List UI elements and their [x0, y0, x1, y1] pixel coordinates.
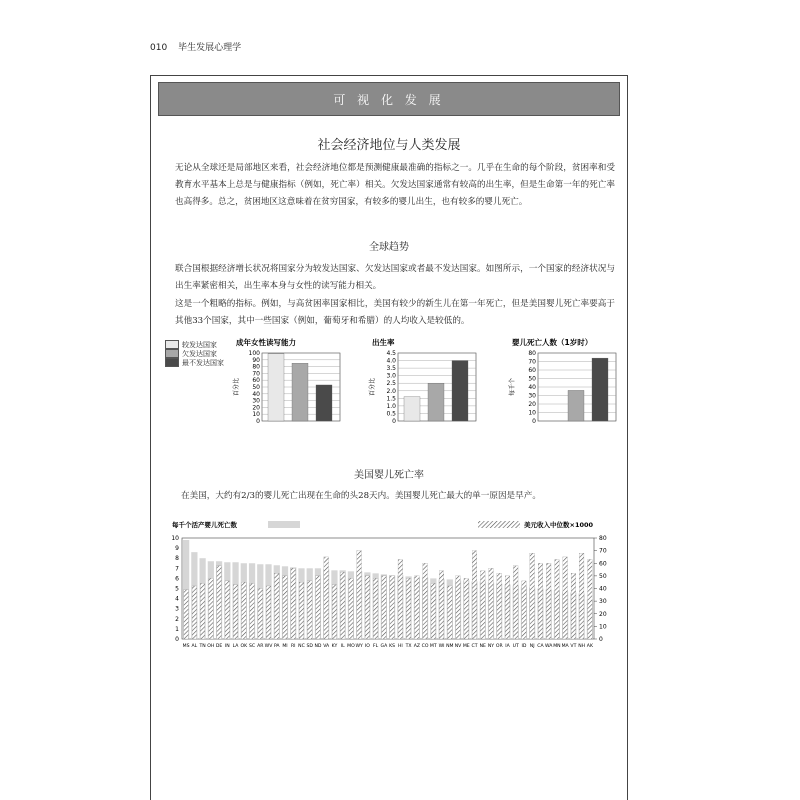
right-tick-label: 30	[599, 598, 607, 606]
state-label: VA	[323, 644, 330, 649]
bar	[592, 358, 608, 421]
y-tick-label: 40	[252, 390, 260, 398]
right-tick-label: 60	[599, 560, 607, 568]
income-bar	[357, 551, 362, 639]
left-tick-label: 1	[175, 625, 179, 633]
legend-item: 欠发达国家	[165, 349, 224, 358]
y-tick-label: 2.5	[386, 380, 396, 388]
right-tick-label: 10	[599, 623, 607, 631]
state-label: MN	[553, 644, 561, 649]
state-label: NM	[446, 644, 454, 649]
bar	[452, 361, 468, 421]
state-label: NC	[298, 644, 305, 649]
left-tick-label: 3	[175, 605, 179, 613]
us-heading: 美国婴儿死亡率	[354, 470, 424, 481]
state-label: IO	[364, 644, 370, 649]
state-label: AL	[191, 644, 198, 649]
right-tick-label: 20	[599, 610, 607, 618]
y-tick-label: 10	[528, 409, 536, 417]
birth-rate-chart	[368, 337, 478, 429]
state-label: WI	[438, 644, 445, 649]
state-label: TX	[405, 644, 412, 649]
legend-swatch-income	[478, 521, 520, 528]
global-paragraph-1: 联合国根据经济增长状况将国家分为较发达国家、欠发达国家或者最不发达国家。如图所示，一个国家的经济状况与出生率紧密相关，出生率本身与女性的读写能力相关。	[175, 264, 615, 292]
income-bar	[538, 563, 543, 639]
y-tick-label: 70	[252, 370, 260, 378]
state-label: TN	[199, 644, 206, 649]
chart-title: 出生率	[372, 338, 395, 347]
legend-item: 较发达国家	[165, 340, 224, 349]
income-bar	[225, 581, 230, 639]
income-bar	[332, 585, 337, 639]
income-bar	[291, 568, 296, 639]
page-number: 010	[150, 43, 168, 53]
income-bar	[423, 563, 428, 639]
chart-title: 成年女性读写能力	[236, 338, 296, 347]
y-tick-label: 100	[248, 350, 260, 357]
y-tick-label: 70	[528, 358, 536, 366]
y-tick-label: 1.0	[386, 402, 396, 410]
state-label: IN	[224, 644, 230, 649]
y-tick-label: 40	[528, 384, 536, 391]
legend-label-deaths: 每千个活产婴儿死亡数	[172, 521, 237, 529]
left-tick-label: 6	[175, 575, 179, 583]
book-title: 毕生发展心理学	[178, 43, 242, 53]
income-bar	[299, 582, 304, 639]
y-tick-label: 80	[528, 350, 536, 357]
state-label: SC	[248, 644, 256, 649]
y-tick-label: 0.5	[386, 410, 396, 418]
bar	[404, 397, 420, 421]
us-state-chart	[158, 516, 628, 656]
left-tick-label: 8	[175, 555, 179, 563]
income-bar	[200, 583, 205, 639]
income-bar	[406, 578, 411, 639]
y-tick-label: 30	[528, 392, 536, 400]
global-heading: 全球趋势	[369, 242, 409, 253]
y-tick-label: 3.5	[386, 365, 396, 373]
right-tick-label: 40	[599, 585, 607, 593]
bar	[316, 385, 332, 421]
state-label: PA	[273, 644, 280, 649]
income-bar	[283, 576, 288, 639]
income-bar	[382, 576, 387, 639]
state-label: VT	[570, 644, 577, 649]
y-tick-label: 3.0	[386, 372, 396, 380]
income-bar	[274, 573, 279, 639]
income-bar	[349, 578, 354, 639]
income-bar	[217, 566, 222, 639]
income-bar	[588, 559, 593, 639]
left-tick-label: 0	[175, 636, 179, 643]
legend-swatch-deaths	[268, 521, 300, 528]
income-bar	[192, 586, 197, 639]
y-tick-label: 4.0	[386, 357, 396, 365]
income-bar	[464, 578, 469, 639]
y-tick-label: 4.5	[386, 350, 396, 357]
legend-swatch	[165, 340, 179, 349]
infant-death-chart	[508, 337, 618, 429]
income-bar	[513, 566, 518, 639]
state-label: RI	[290, 644, 296, 649]
y-tick-label: 0	[392, 418, 396, 425]
left-tick-label: 10	[171, 535, 179, 542]
running-header	[150, 40, 241, 53]
income-bar	[546, 563, 551, 639]
us-paragraph: 在美国，大约有2/3的婴儿死亡出现在生命的头28天内。美国婴儿死亡最大的单一原因是早产。	[181, 491, 541, 501]
left-tick-label: 7	[175, 565, 179, 573]
state-label: DE	[215, 644, 223, 649]
income-bar	[439, 571, 444, 639]
bar	[292, 363, 308, 421]
income-bar	[307, 581, 312, 639]
state-label: CO	[421, 644, 429, 649]
left-tick-label: 9	[175, 545, 179, 553]
state-label: MA	[561, 644, 569, 649]
state-label: NY	[487, 644, 495, 649]
state-label: AZ	[413, 644, 420, 649]
bar	[268, 354, 284, 421]
income-bar	[472, 551, 477, 639]
income-bar	[209, 578, 214, 639]
state-label: OK	[240, 644, 248, 649]
y-tick-label: 0	[256, 418, 260, 425]
income-bar	[497, 573, 502, 639]
income-bar	[579, 553, 584, 639]
bar	[428, 383, 444, 421]
state-label: IL	[340, 644, 345, 649]
section-banner: 可 视 化 发 展	[158, 82, 620, 116]
y-axis-label: 百分比	[233, 377, 240, 397]
state-label: WY	[355, 644, 363, 649]
state-label: ME	[462, 644, 470, 649]
y-tick-label: 50	[252, 384, 260, 391]
country-legend	[165, 340, 224, 367]
state-label: OH	[207, 644, 215, 649]
right-tick-label: 80	[599, 535, 607, 542]
income-bar	[456, 576, 461, 639]
income-bar	[480, 571, 485, 639]
state-label: NE	[479, 644, 486, 649]
literacy-chart	[232, 337, 342, 429]
state-label: KS	[389, 644, 396, 649]
state-label: GA	[380, 644, 388, 649]
left-tick-label: 4	[175, 595, 179, 603]
state-label: OR	[495, 644, 503, 649]
bar	[568, 390, 584, 421]
y-tick-label: 20	[528, 401, 536, 408]
y-tick-label: 30	[252, 397, 260, 405]
state-label: MT	[429, 644, 437, 649]
right-tick-label: 0	[599, 636, 603, 643]
state-label: ND	[314, 644, 322, 649]
y-tick-label: 80	[252, 363, 260, 371]
left-tick-label: 2	[175, 615, 179, 623]
y-tick-label: 2.0	[386, 387, 396, 395]
state-label: NJ	[529, 644, 535, 649]
income-bar	[316, 576, 321, 639]
state-label: HI	[397, 644, 403, 649]
y-tick-label: 50	[528, 375, 536, 383]
income-bar	[522, 581, 527, 639]
state-label: SD	[306, 644, 313, 649]
left-tick-label: 5	[175, 585, 179, 593]
y-axis-label: 百分比	[369, 377, 376, 397]
global-paragraph-2: 这是一个粗略的指标。例如，与高贫困率国家相比，美国有较少的新生儿在第一年死亡，但是美国婴儿死亡率要高于其他33个国家，其中一些国家（例如，葡萄牙和希腊）的人均收入是较低的。	[175, 299, 615, 327]
income-bar	[365, 576, 370, 639]
legend-item: 最不发达国家	[165, 358, 224, 367]
y-axis-label: 每千个	[509, 377, 516, 397]
right-tick-label: 50	[599, 572, 607, 580]
income-bar	[447, 586, 452, 639]
income-bar	[233, 585, 238, 639]
right-tick-label: 70	[599, 547, 607, 555]
y-tick-label: 0	[532, 418, 536, 425]
legend-swatch	[165, 358, 179, 367]
income-bar	[340, 572, 345, 639]
income-bar	[324, 557, 329, 639]
y-tick-label: 1.5	[386, 395, 396, 403]
intro-paragraph: 无论从全球还是局部地区来看，社会经济地位都是预测健康最准确的指标之一。几乎在生命的每个阶段，贫困率和受教育水平基本上总是与健康指标（例如，死亡率）相关。欠发达国家通常有较高的出生率，但是生命第一年的死亡率也高得多。总之，贫困地区这意味着在贫穷国家，有较多的婴儿出生，也有较多的婴儿死亡。	[175, 163, 615, 208]
state-label: CT	[471, 644, 478, 649]
y-tick-label: 60	[252, 377, 260, 385]
article-title: 社会经济地位与人类发展	[317, 138, 461, 153]
legend-swatch	[165, 349, 179, 358]
income-bar	[571, 573, 576, 639]
state-label: WA	[544, 644, 553, 649]
state-label: ID	[521, 644, 527, 649]
state-label: LA	[232, 644, 239, 649]
state-label: KY	[331, 644, 338, 649]
income-bar	[415, 576, 420, 639]
income-bar	[555, 559, 560, 639]
income-bar	[398, 559, 403, 639]
income-bar	[266, 586, 271, 639]
income-bar	[373, 578, 378, 639]
state-label: CA	[537, 644, 544, 649]
y-tick-label: 60	[528, 367, 536, 374]
state-label: MO	[347, 644, 355, 649]
state-label: MS	[182, 644, 190, 649]
chart-title: 婴儿死亡人数（1岁时）	[512, 338, 593, 347]
state-label: WV	[264, 644, 273, 649]
state-label: IA	[505, 644, 510, 649]
y-tick-label: 20	[252, 404, 260, 412]
y-tick-label: 90	[252, 356, 260, 364]
income-bar	[431, 583, 436, 639]
income-bar	[489, 568, 494, 639]
income-bar	[563, 557, 568, 639]
income-bar	[258, 589, 263, 640]
state-label: AR	[257, 644, 264, 649]
state-label: AK	[586, 644, 593, 649]
y-tick-label: 10	[252, 411, 260, 419]
legend-label-income: 美元收入中位数×1000	[524, 521, 594, 529]
income-bar	[390, 576, 395, 639]
state-label: NV	[454, 644, 462, 649]
income-bar	[505, 576, 510, 639]
income-bar	[250, 583, 255, 639]
income-bar	[184, 590, 189, 639]
income-bar	[241, 582, 246, 639]
state-label: UT	[512, 644, 519, 649]
state-label: MI	[282, 644, 288, 649]
income-bar	[530, 553, 535, 639]
state-label: FL	[373, 644, 379, 649]
state-label: NH	[578, 644, 586, 649]
